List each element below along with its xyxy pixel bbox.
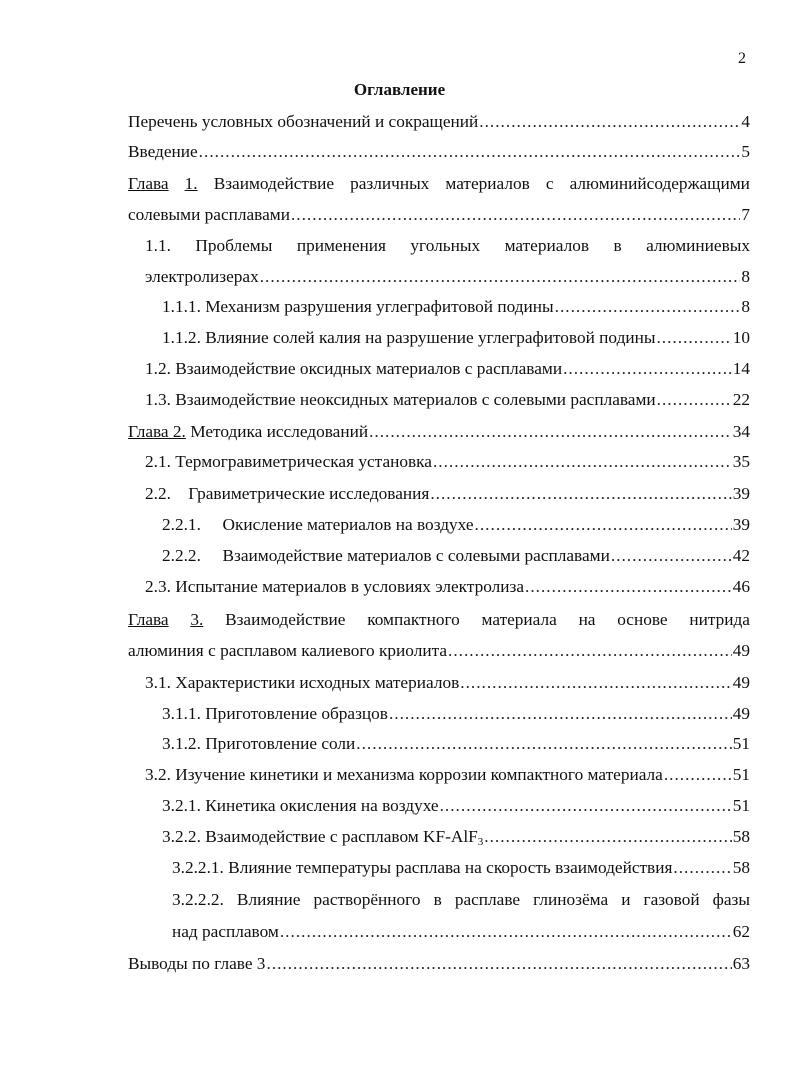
toc-entry-chapter-2[interactable] [128,422,750,442]
toc-entry-text: алюминия с расплавом калиевого криолита [128,641,448,660]
toc-entry-page: 62 [732,922,750,941]
toc-entry-page: 42 [732,546,750,565]
toc-leader-dots [460,673,731,693]
toc-entry-page: 5 [741,142,750,161]
toc-entry-text: 2.2.1. Окисление материалов на воздухе [162,515,474,534]
toc-entry-3-1[interactable] [145,673,750,693]
toc-leader-dots [484,827,731,847]
toc-leader-dots [475,515,732,535]
chapter-title: Методика исследований [185,422,369,441]
toc-entry-page: 35 [732,452,750,471]
word: с [545,174,554,193]
toc-entry-introduction[interactable] [128,142,750,162]
toc-leader-dots [369,422,732,442]
word: Проблемы [195,236,273,255]
toc-entry-text: Введение [128,142,198,161]
toc-leader-dots [657,390,732,410]
toc-entry-page: 7 [741,205,750,224]
toc-entry-chapter-3-line2[interactable] [128,641,750,661]
toc-entry-text: 2.2. Гравиметрические исследования [145,484,430,503]
toc-entry-text: 3.1.1. Приготовление образцов [162,704,388,723]
toc-entry-text: электролизерах [145,267,259,286]
toc-entry-page: 34 [732,422,750,441]
toc-entry-2-3[interactable] [145,577,750,597]
toc-entry-page: 8 [741,267,750,286]
toc-entry-conclusions-chapter-3[interactable] [128,954,750,974]
toc-entry-page: 46 [732,577,750,596]
word: газовой [643,890,700,909]
toc-title: Оглавление [353,80,446,99]
toc-entry-page: 4 [741,112,750,131]
toc-leader-dots [430,484,731,504]
word: Взаимодействие [225,610,346,629]
toc-entry-1-1-2[interactable] [162,328,750,348]
toc-entry-formula: 3.2.2. Взаимодействие с расплавом KF-AlF [162,827,478,846]
toc-entry-1-1-1[interactable] [162,297,750,317]
toc-entry-3-1-1[interactable] [162,704,750,724]
chapter-number: 1. [184,174,198,193]
toc-entry-page: 51 [732,765,750,784]
word: применения [296,236,386,255]
toc-entry-page: 8 [741,297,750,316]
word: в [433,890,442,909]
chapter-word: Глава [128,610,169,629]
toc-entry-text: 3.1.2. Приготовление соли [162,734,356,753]
toc-entry-text: 3.2.2.1. Влияние температуры расплава на скорость взаимодействия [172,858,673,877]
word: Взаимодействие [213,174,335,193]
toc-entry-2-2-2[interactable] [162,546,750,566]
word: глинозёма [533,890,609,909]
toc-leader-dots [664,765,732,785]
word: материалов [445,174,530,193]
word: материала [481,610,557,629]
toc-entry-2-2[interactable] [145,484,750,504]
word: на [578,610,596,629]
toc-entry-1-3[interactable] [145,390,750,410]
toc-entry-page: 49 [732,673,750,692]
toc-entry-page: 49 [732,704,750,723]
word: материалов [504,236,589,255]
toc-entry-page: 58 [732,858,750,877]
toc-entry-1-2[interactable] [145,359,750,379]
toc-entry-2-2-1[interactable] [162,515,750,535]
toc-entry-3-2-2-2-line1[interactable] [172,890,750,910]
toc-entry-1-1-line1[interactable] [145,236,750,256]
page-number: 2 [738,50,746,67]
toc-entry-page: 10 [732,328,750,347]
word: компактного [367,610,460,629]
toc-leader-dots [433,452,732,472]
toc-leader-dots [291,205,740,225]
word: 3.2.2.2. [172,890,224,909]
word: различных [350,174,430,193]
toc-leader-dots [555,297,741,317]
toc-leader-dots [563,359,732,379]
word: расплаве [454,890,521,909]
word: 1.1. [145,236,171,255]
toc-entry-text: солевыми расплавами [128,205,290,224]
toc-entry-text: Выводы по главе 3 [128,954,266,973]
chapter-heading: Глава 2. [128,422,186,441]
toc-entry-page: 63 [732,954,750,973]
toc-entry-3-2[interactable] [145,765,750,785]
toc-entry-text: 3.2. Изучение кинетики и механизма коррозии компактного материала [145,765,663,784]
word: в [613,236,622,255]
toc-entry-text: 1.1.2. Влияние солей калия на разрушение углеграфитовой подины [162,328,656,347]
toc-entry-page: 51 [732,734,750,753]
toc-entry-3-2-2-2-line2[interactable] [172,922,750,942]
toc-leader-dots [440,796,732,816]
toc-leader-dots [656,328,731,348]
toc-leader-dots [266,954,731,974]
word: алюминиевых [646,236,750,255]
toc-leader-dots [673,858,731,878]
toc-entry-abbreviations[interactable] [128,112,750,132]
toc-leader-dots [448,641,732,661]
toc-entry-text [128,422,368,442]
toc-entry-page: 39 [732,484,750,503]
toc-leader-dots [280,922,732,942]
toc-entry-3-2-2[interactable] [162,827,750,847]
toc-leader-dots [260,267,741,287]
toc-entry-3-2-1[interactable] [162,796,750,816]
toc-entry-text: 3.1. Характеристики исходных материалов [145,673,460,692]
toc-entry-page: 22 [732,390,750,409]
toc-entry-page: 58 [732,827,750,846]
word: фазы [712,890,750,909]
toc-entry-chapter-3-line1[interactable] [128,610,750,630]
formula-subscript: 3 [477,836,484,848]
toc-entry-page: 49 [732,641,750,660]
toc-entry-page: 39 [732,515,750,534]
toc-entry-page: 14 [732,359,750,378]
toc-entry-text: над расплавом [172,922,279,941]
toc-leader-dots [356,734,731,754]
toc-entry-text: Перечень условных обозначений и сокращений [128,112,479,131]
word: растворённого [313,890,421,909]
toc-entry-text: 2.3. Испытание материалов в условиях электролиза [145,577,525,596]
toc-entry-text [162,827,483,847]
chapter-word: Глава [128,174,169,193]
word: основе [617,610,668,629]
toc-leader-dots [479,112,740,132]
toc-entry-text: 1.1.1. Механизм разрушения углеграфитовой подины [162,297,554,316]
toc-entry-text: 2.1. Термогравиметрическая установка [145,452,432,471]
toc-entry-text: 2.2.2. Взаимодействие материалов с солевыми расплавами [162,546,610,565]
toc-leader-dots [199,142,741,162]
toc-entry-page: 51 [732,796,750,815]
toc-leader-dots [525,577,732,597]
toc-entry-text: 3.2.1. Кинетика окисления на воздухе [162,796,439,815]
toc-leader-dots [389,704,732,724]
word: угольных [410,236,481,255]
toc-leader-dots [611,546,732,566]
word: Влияние [236,890,301,909]
toc-entry-text: 1.3. Взаимодействие неоксидных материалов с солевыми расплавами [145,390,656,409]
toc-entry-text: 1.2. Взаимодействие оксидных материалов с расплавами [145,359,563,378]
chapter-number: 3. [190,610,204,629]
word: и [621,890,631,909]
toc-entry-3-2-2-1[interactable] [172,858,750,878]
word: нитрида [689,610,750,629]
word: алюминийсодержащими [569,174,750,193]
toc-entry-1-1-line2[interactable] [145,267,750,287]
toc-entry-3-1-2[interactable] [162,734,750,754]
toc-entry-chapter-1-line2[interactable] [128,205,750,225]
toc-entry-2-1[interactable] [145,452,750,472]
toc-entry-chapter-1-line1[interactable] [128,174,750,194]
